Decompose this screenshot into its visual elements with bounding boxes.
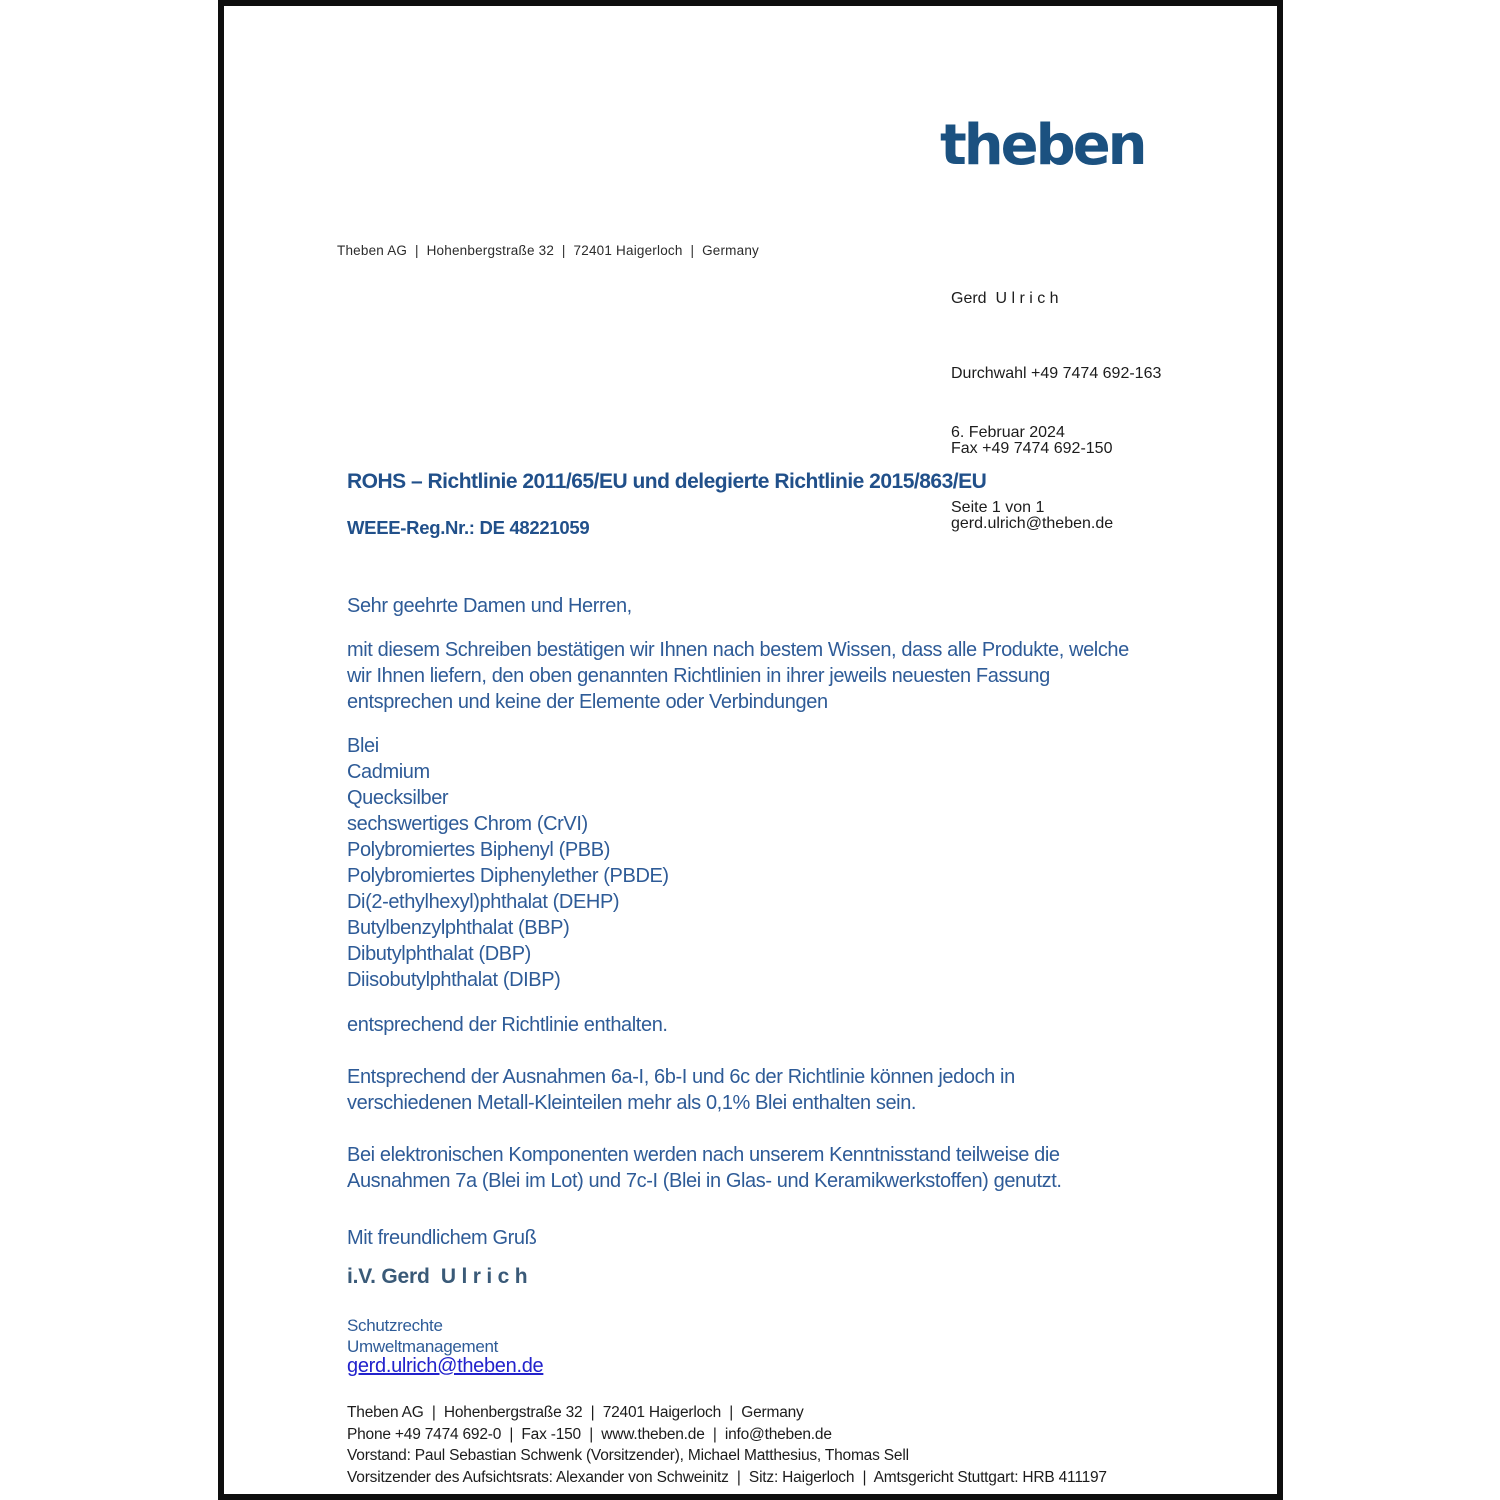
footer-line: Vorstand: Paul Sebastian Schwenk (Vorsitzender), Michael Matthesius, Thomas Sell (347, 1447, 909, 1464)
substance-item: sechswertiges Chrom (CrVI) (347, 813, 588, 835)
department-line: Schutzrechte (347, 1316, 443, 1335)
paragraph-intro (347, 637, 1129, 715)
page-number: Seite 1 von 1 (951, 499, 1045, 516)
footer-line: Phone +49 7474 692-0 | Fax -150 | www.theben.de | info@theben.de (347, 1425, 832, 1443)
paragraph-exceptions (347, 1064, 1015, 1116)
substance-item: Quecksilber (347, 787, 449, 809)
paragraph-line: Ausnahmen 7a (Blei im Lot) und 7c-I (Blei in Glas- und Keramikwerkstoffen) genutzt. (347, 1170, 1062, 1192)
substance-item: Dibutylphthalat (DBP) (347, 943, 531, 965)
contact-name: Gerd U l r i c h (951, 290, 1059, 307)
email-link[interactable]: gerd.ulrich@theben.de (347, 1355, 544, 1377)
footer (347, 1402, 1107, 1488)
subject-title: ROHS – Richtlinie 2011/65/EU und delegierte Richtlinie 2015/863/EU (347, 470, 987, 493)
weee-registration-number: WEEE-Reg.Nr.: DE 48221059 (347, 517, 590, 538)
theben-logo: theben (940, 113, 1145, 178)
paragraph-line: entsprechen und keine der Elemente oder Verbindungen (347, 691, 828, 713)
substance-item: Diisobutylphthalat (DIBP) (347, 969, 561, 991)
paragraph-line: Bei elektronischen Komponenten werden nach unserem Kenntnisstand teilweise die (347, 1144, 1060, 1166)
paragraph-line: Entsprechend der Ausnahmen 6a-I, 6b-I und 6c der Richtlinie können jedoch in (347, 1066, 1015, 1088)
contact-fax: Fax +49 7474 692-150 (951, 440, 1113, 457)
substance-item: Polybromiertes Biphenyl (PBB) (347, 839, 610, 861)
contact-email: gerd.ulrich@theben.de (951, 515, 1114, 532)
paragraph-conclusion: entsprechend der Richtlinie enthalten. (347, 1014, 668, 1036)
substance-item: Blei (347, 735, 379, 757)
letter-date: 6. Februar 2024 (951, 424, 1065, 441)
department-block (347, 1315, 498, 1357)
paragraph-line: wir Ihnen liefern, den oben genannten Richtlinien in ihrer jeweils neuesten Fassung (347, 665, 1050, 687)
contact-phone: Durchwahl +49 7474 692-163 (951, 365, 1162, 382)
footer-line: Vorsitzender des Aufsichtsrats: Alexander von Schweinitz | Sitz: Haigerloch | Amtsgericht Stuttgart: HRB 411197 (347, 1468, 1107, 1486)
paragraph-electronics (347, 1142, 1062, 1194)
department-line: Umweltmanagement (347, 1337, 499, 1356)
paragraph-line: mit diesem Schreiben bestätigen wir Ihnen nach bestem Wissen, dass alle Produkte, welche (347, 639, 1129, 661)
sender-address-line: Theben AG | Hohenbergstraße 32 | 72401 Haigerloch | Germany (337, 243, 759, 258)
substance-item: Di(2-ethylhexyl)phthalat (DEHP) (347, 891, 620, 913)
substance-item: Polybromiertes Diphenylether (PBDE) (347, 865, 669, 887)
substances-list (347, 733, 669, 993)
substance-item: Butylbenzylphthalat (BBP) (347, 917, 570, 939)
substance-item: Cadmium (347, 761, 430, 783)
salutation: Sehr geehrte Damen und Herren, (347, 595, 632, 617)
signature-line: i.V. Gerd U l r i c h (347, 1265, 528, 1288)
footer-line: Theben AG | Hohenbergstraße 32 | 72401 Haigerloch | Germany (347, 1404, 804, 1421)
letter-page (218, 0, 1283, 1500)
paragraph-line: verschiedenen Metall-Kleinteilen mehr als 0,1% Blei enthalten sein. (347, 1092, 917, 1114)
closing-line: Mit freundlichem Gruß (347, 1227, 537, 1249)
